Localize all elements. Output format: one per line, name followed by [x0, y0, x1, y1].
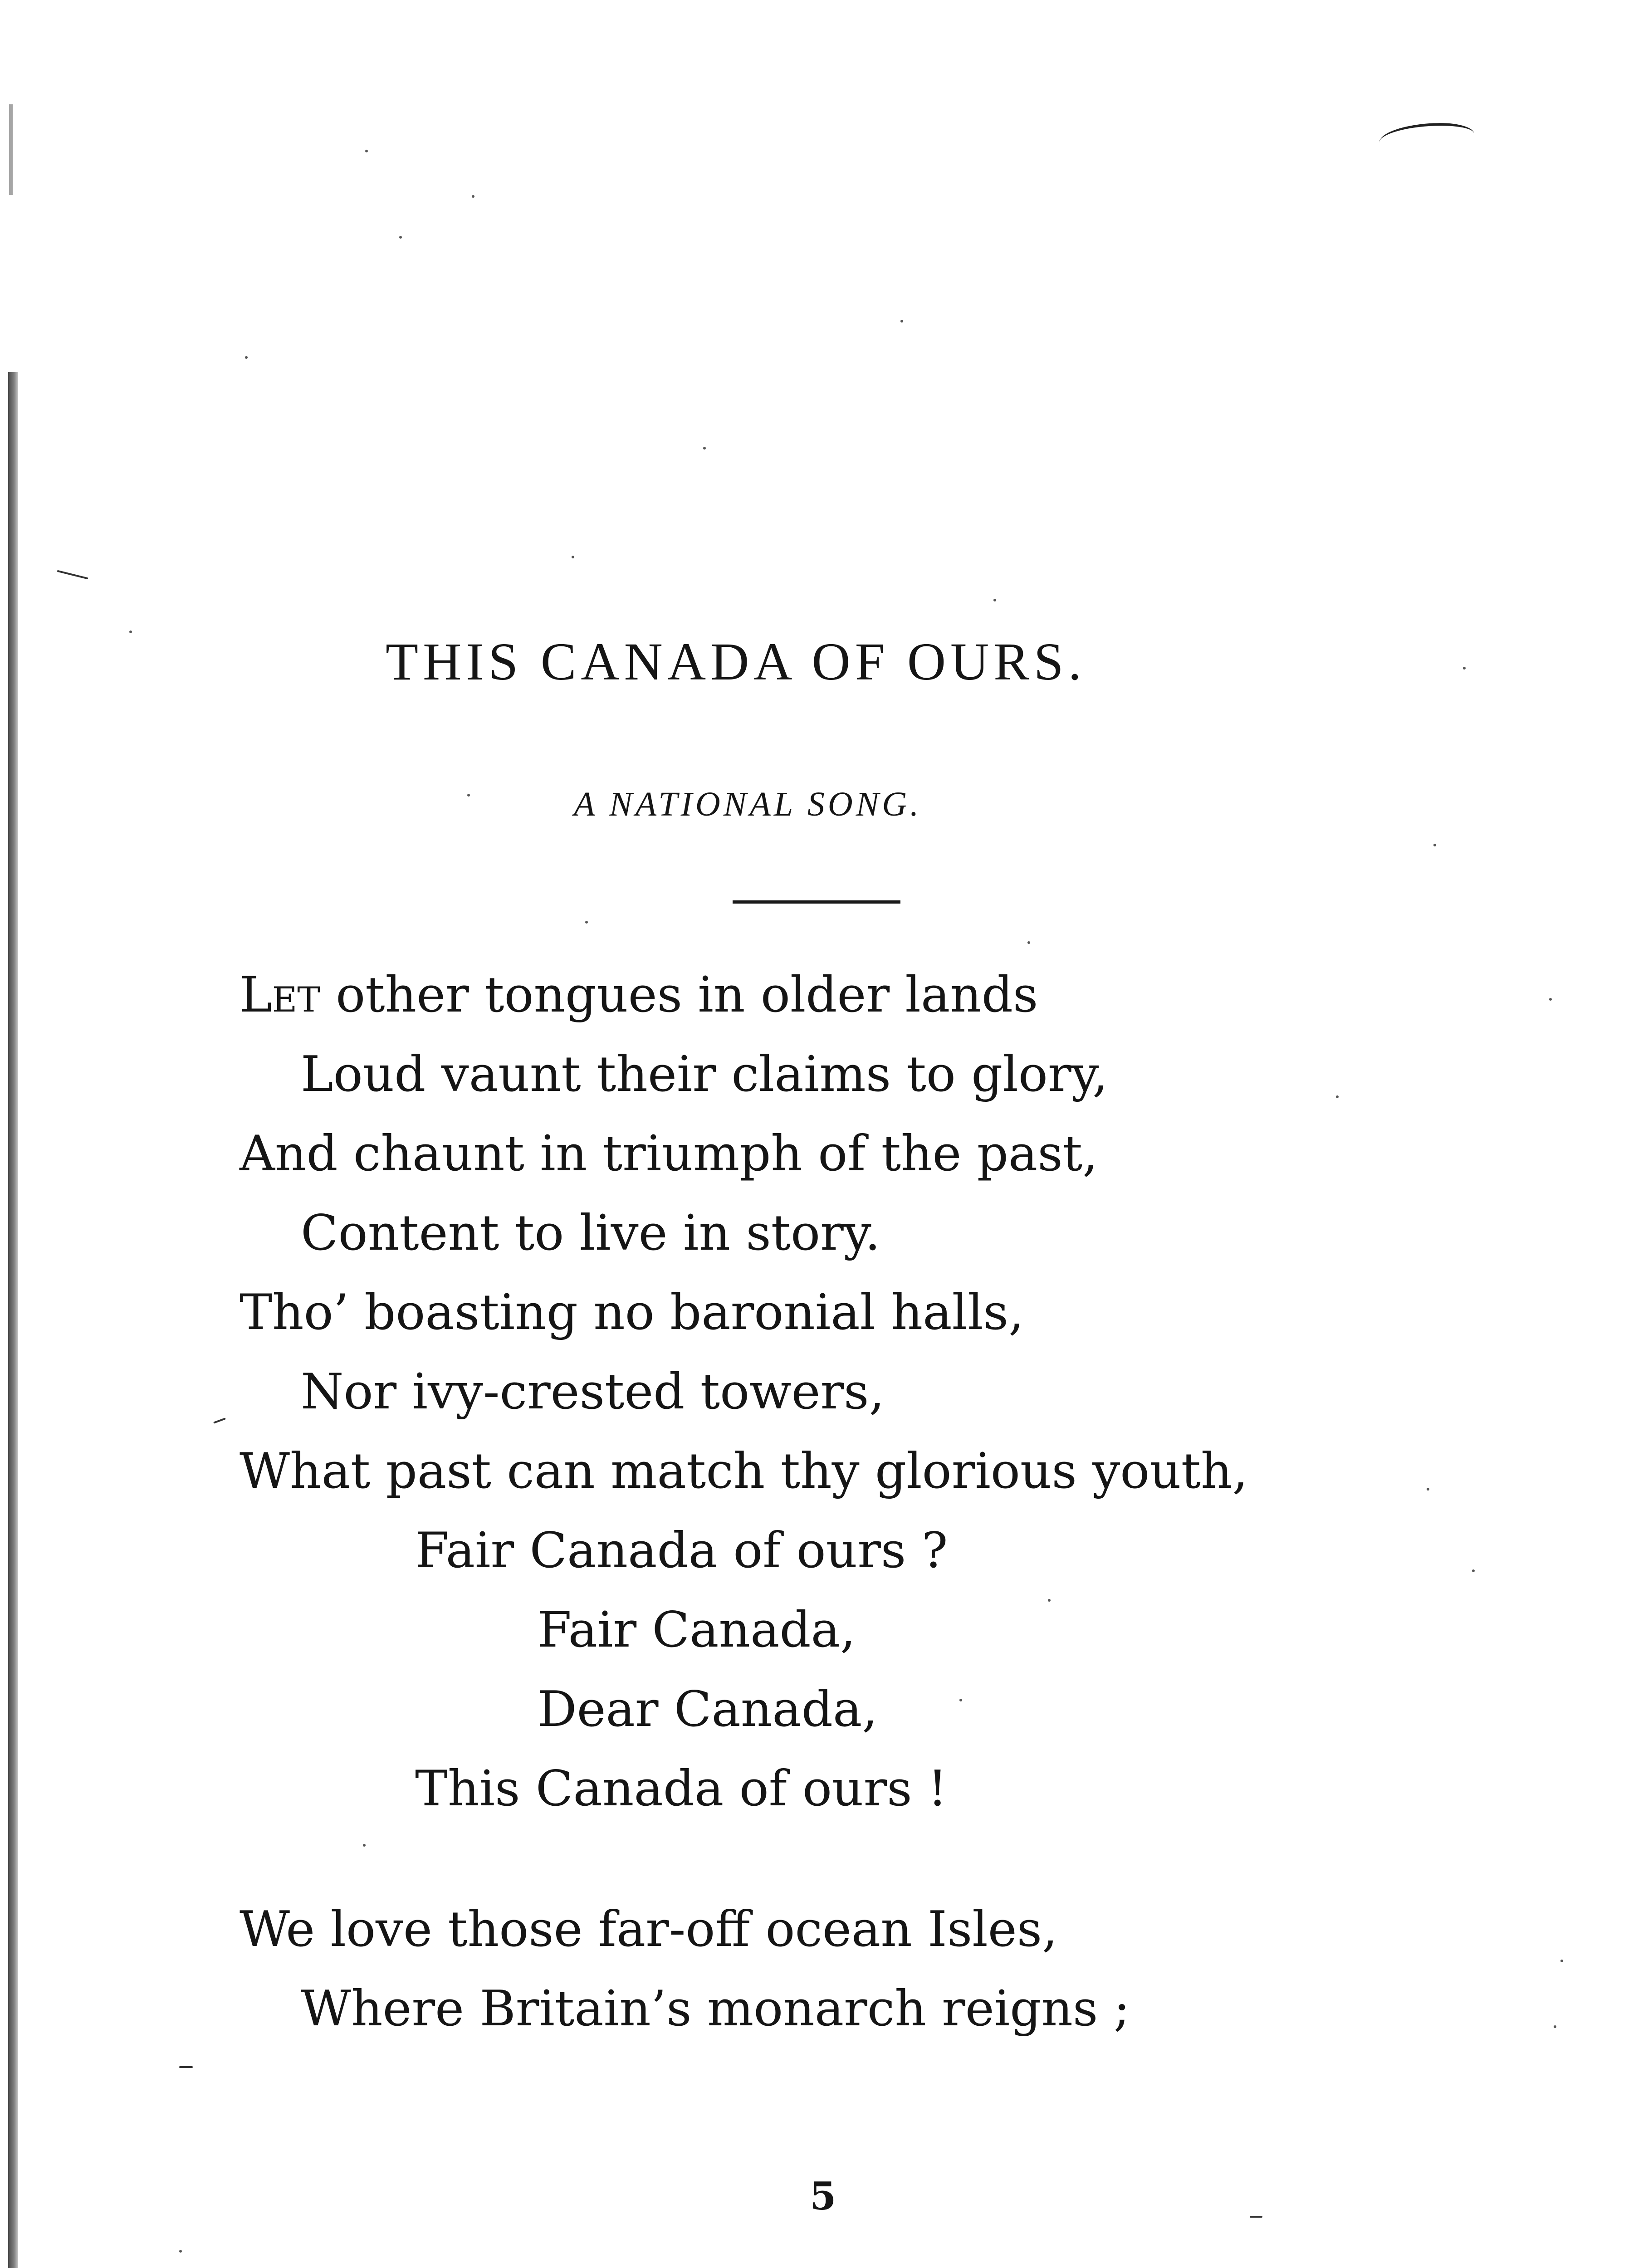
verse-line-4: Content to live in story. [301, 1205, 880, 1261]
paper-speck [245, 356, 248, 359]
ink-dash-mark [179, 2066, 193, 2068]
paper-speck [900, 320, 903, 323]
paper-speck [1549, 998, 1552, 1001]
paper-speck [1427, 1488, 1429, 1491]
page-number: 5 [810, 2174, 836, 2219]
paper-speck [365, 150, 368, 152]
paper-speck [129, 631, 132, 633]
ink-dash-mark [213, 1418, 226, 1423]
paper-speck [959, 1699, 962, 1701]
opening-dropcap-word: Let [240, 967, 320, 1023]
paper-speck [1472, 1569, 1475, 1572]
paper-speck [572, 556, 574, 558]
ink-dash-mark [1250, 2216, 1262, 2218]
paper-speck [1027, 941, 1030, 944]
paper-speck [1463, 667, 1466, 670]
poem-subtitle: A NATIONAL SONG. [574, 785, 922, 823]
paper-speck [1433, 844, 1436, 846]
ink-dash-mark [57, 570, 88, 580]
refrain-line-2: Dear Canada, [538, 1681, 878, 1738]
paper-speck [1048, 1599, 1051, 1602]
refrain-line-1: Fair Canada, [538, 1602, 856, 1658]
paper-speck [993, 599, 996, 601]
paper-speck [472, 195, 474, 198]
verse-line-1-text: other tongues in older lands [320, 967, 1038, 1023]
paper-speck [399, 236, 402, 239]
stanza-2-line-2: Where Britain’s monarch reigns ; [301, 1980, 1130, 2037]
poem-title: THIS CANADA OF OURS. [386, 632, 1086, 691]
verse-line-1 [240, 967, 1038, 1023]
paper-speck [179, 2250, 182, 2253]
title-divider-rule [733, 900, 900, 904]
paper-speck [363, 1844, 366, 1847]
paper-speck [467, 794, 470, 797]
paper-speck [585, 921, 588, 924]
verse-line-3: And chaunt in triumph of the past, [240, 1125, 1098, 1182]
verse-line-8: Fair Canada of ours ? [415, 1522, 948, 1579]
paper-speck [703, 447, 706, 450]
paper-speck [1554, 2025, 1556, 2028]
binding-edge-shadow-top [9, 104, 13, 195]
verse-line-2: Loud vaunt their claims to glory, [301, 1046, 1108, 1103]
paper-speck [1560, 1960, 1563, 1962]
verse-line-6: Nor ivy-crested towers, [301, 1364, 885, 1420]
binding-edge-shadow [8, 372, 18, 2268]
paper-speck [1336, 1095, 1339, 1098]
stanza-2-line-1: We love those far-off ocean Isles, [240, 1901, 1058, 1958]
verse-line-7: What past can match thy glorious youth, [240, 1443, 1248, 1500]
refrain-line-3: This Canada of ours ! [415, 1760, 948, 1817]
verse-line-5: Tho’ boasting no baronial halls, [240, 1284, 1024, 1341]
ink-curl-mark [1379, 122, 1475, 155]
